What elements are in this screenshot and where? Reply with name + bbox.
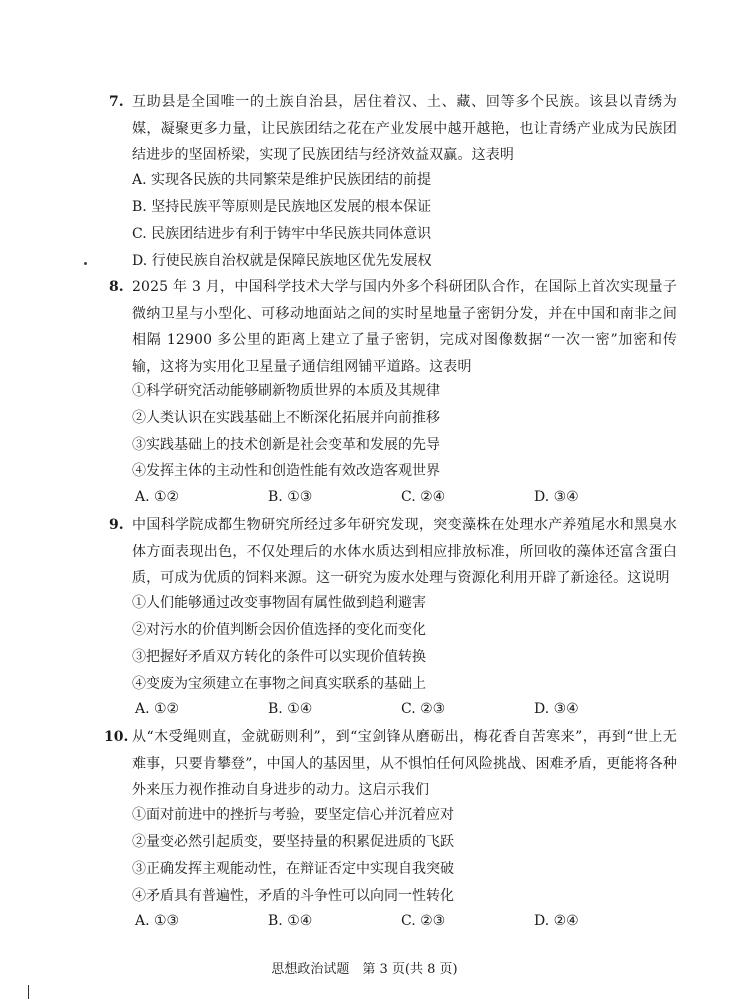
- question-stem: 2025 年 3 月，中国科学技术大学与国内外多个科研团队合作，在国际上首次实现量子微纳卫星与小型化、可移动地面站之间的实时星地量子密钥分发，并在中国和南非之间相隔 12900 多公里的距离上建立了量子密钥，完成对图像数据“一次一密”加密和传输，这将为实用化卫星量子通信组网铺平道路。这表明: [132, 279, 677, 375]
- question-stem: 中国科学院成都生物研究所经过多年研究发现，突变藻株在处理水产养殖尾水和黑臭水体方面表现出色，不仅处理后的水体水质达到相应排放标准，所回收的藻体还富含蛋白质，可成为优质的饲料来源。这一研究为废水处理与资源化利用开辟了新途径。这说明: [132, 517, 677, 586]
- choice-b: B. ①③: [268, 489, 313, 505]
- statement-2: ②人类认识在实践基础上不断深化拓展并向前推移: [132, 410, 440, 426]
- margin-mark: [28, 985, 29, 999]
- question-number: 10.: [104, 729, 129, 745]
- statement-3: ③实践基础上的技术创新是社会变革和发展的先导: [132, 437, 440, 453]
- question-number: 9.: [109, 517, 124, 533]
- statement-4: ④变废为宝须建立在事物之间真实联系的基础上: [132, 676, 426, 692]
- option-d: D. 行使民族自治权就是保障民族地区优先发展权: [132, 253, 432, 269]
- choice-b: B. ①④: [268, 701, 313, 717]
- statement-3: ③把握好矛盾双方转化的条件可以实现价值转换: [132, 649, 426, 665]
- choice-a: A. ①②: [135, 701, 180, 717]
- question-stem: 从“木受绳则直，金就砺则利”，到“宝剑锋从磨砺出，梅花香自苦寒来”，再到“世上无难事，只要肯攀登”，中国人的基因里，从不惧怕任何风险挑战、困难矛盾，更能将各种外来压力视作推动自身进步的动力。这启示我们: [132, 729, 678, 798]
- option-a: A. 实现各民族的共同繁荣是维护民族团结的前提: [132, 172, 432, 188]
- choice-d: D. ②④: [534, 913, 579, 929]
- statement-4: ④矛盾具有普遍性，矛盾的斗争性可以向同一性转化: [132, 888, 454, 904]
- question-number: 8.: [109, 279, 124, 295]
- option-b: B. 坚持民族平等原则是民族地区发展的根本保证: [132, 199, 432, 215]
- statement-1: ①人们能够通过改变事物固有属性做到趋利避害: [132, 595, 426, 611]
- page-footer: 思想政治试题 第 3 页(共 8 页): [271, 962, 458, 977]
- statement-2: ②对污水的价值判断会因价值选择的变化而变化: [132, 622, 426, 638]
- choice-c: C. ②③: [401, 701, 446, 717]
- choice-a: A. ①②: [135, 489, 180, 505]
- statement-3: ③正确发挥主观能动性，在辩证否定中实现自我突破: [132, 861, 454, 877]
- choice-a: A. ①③: [135, 913, 180, 929]
- question-stem: 互助县是全国唯一的土族自治县，居住着汉、土、藏、回等多个民族。该县以青绣为媒，凝聚更多力量，让民族团结之花在产业发展中越开越艳，也让青绣产业成为民族团结进步的坚固桥梁，实现了民族团结与经济效益双赢。这表明: [132, 94, 677, 163]
- choices-row: [0, 699, 729, 719]
- choice-d: D. ③④: [534, 701, 579, 717]
- choices-row: [0, 487, 729, 507]
- choice-c: C. ②④: [401, 489, 446, 505]
- question-number: 7.: [109, 94, 124, 110]
- choice-b: B. ①④: [268, 913, 313, 929]
- scan-speck: [84, 262, 87, 265]
- choice-c: C. ②③: [401, 913, 446, 929]
- choice-d: D. ③④: [534, 489, 579, 505]
- option-c: C. 民族团结进步有利于铸牢中华民族共同体意识: [132, 226, 432, 242]
- statement-1: ①科学研究活动能够刷新物质世界的本质及其规律: [132, 383, 440, 399]
- statement-1: ①面对前进中的挫折与考验，要坚定信心并沉着应对: [132, 807, 454, 823]
- choices-row: [0, 911, 729, 931]
- statement-2: ②量变必然引起质变，要坚持量的积累促进质的飞跃: [132, 834, 454, 850]
- statement-4: ④发挥主体的主动性和创造性能有效改造客观世界: [132, 463, 440, 479]
